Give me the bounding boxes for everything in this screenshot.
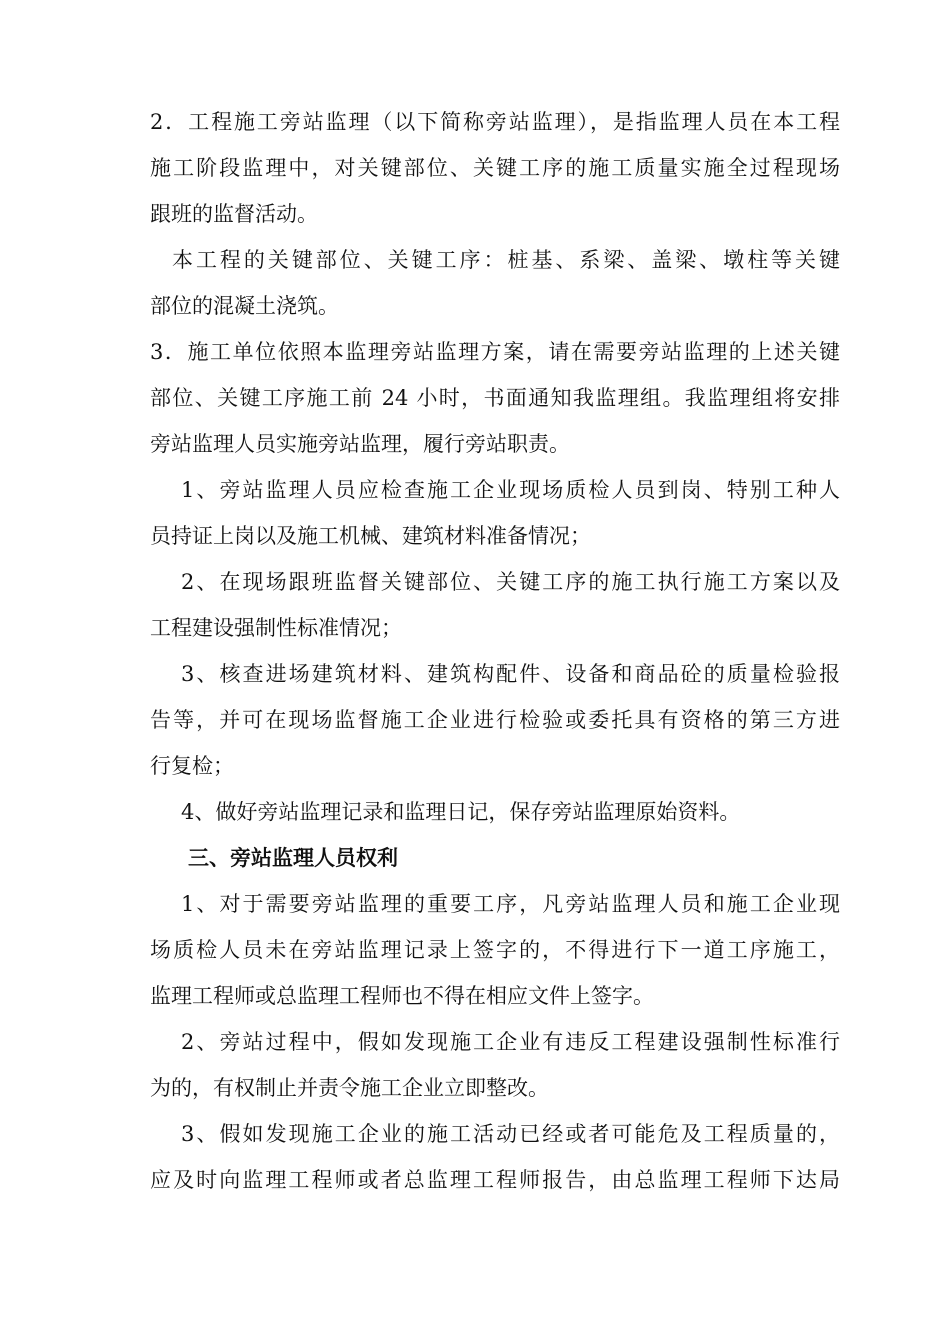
section-heading-rights: 三、旁站监理人员权利 bbox=[188, 846, 398, 870]
paragraph-3-line-3: 旁站监理人员实施旁站监理，履行旁站职责。 bbox=[150, 432, 570, 456]
right-2-line-1: 2、旁站过程中，假如发现施工企业有违反工程建设强制性标准行 bbox=[181, 1030, 840, 1054]
duty-2-line-2: 工程建设强制性标准情况； bbox=[150, 616, 402, 640]
paragraph-3-line-1: 3．施工单位依照本监理旁站监理方案，请在需要旁站监理的上述关键 bbox=[150, 340, 840, 364]
duty-3-line-3: 行复检； bbox=[150, 754, 234, 778]
right-1-line-2: 场质检人员未在旁站监理记录上签字的，不得进行下一道工序施工， bbox=[150, 938, 840, 962]
duty-4-line-1: 4、做好旁站监理记录和监理日记，保存旁站监理原始资料。 bbox=[181, 800, 741, 824]
right-2-line-2: 为的，有权制止并责令施工企业立即整改。 bbox=[150, 1076, 549, 1100]
duty-1-line-1: 1、旁站监理人员应检查施工企业现场质检人员到岗、特别工种人 bbox=[181, 478, 840, 502]
right-1-line-1: 1、对于需要旁站监理的重要工序，凡旁站监理人员和施工企业现 bbox=[181, 892, 840, 916]
paragraph-2-line-2: 施工阶段监理中，对关键部位、关键工序的施工质量实施全过程现场 bbox=[150, 156, 840, 180]
duty-3-line-1: 3、核查进场建筑材料、建筑构配件、设备和商品砼的质量检验报 bbox=[181, 662, 840, 686]
right-3-line-1: 3、假如发现施工企业的施工活动已经或者可能危及工程质量的， bbox=[181, 1122, 840, 1146]
key-parts-line-1: 本工程的关键部位、关键工序：桩基、系梁、盖梁、墩柱等关键 bbox=[172, 248, 840, 272]
paragraph-2-line-3: 跟班的监督活动。 bbox=[150, 202, 318, 226]
duty-1-line-2: 员持证上岗以及施工机械、建筑材料准备情况； bbox=[150, 524, 591, 548]
right-1-line-3: 监理工程师或总监理工程师也不得在相应文件上签字。 bbox=[150, 984, 654, 1008]
duty-3-line-2: 告等，并可在现场监督施工企业进行检验或委托具有资格的第三方进 bbox=[150, 708, 840, 732]
duty-2-line-1: 2、在现场跟班监督关键部位、关键工序的施工执行施工方案以及 bbox=[181, 570, 840, 594]
paragraph-3-line-2: 部位、关键工序施工前 24 小时，书面通知我监理组。我监理组将安排 bbox=[150, 386, 840, 410]
paragraph-2-line-1: 2．工程施工旁站监理（以下简称旁站监理），是指监理人员在本工程 bbox=[150, 110, 840, 134]
right-3-line-2: 应及时向监理工程师或者总监理工程师报告，由总监理工程师下达局 bbox=[150, 1168, 840, 1192]
key-parts-line-2: 部位的混凝土浇筑。 bbox=[150, 294, 339, 318]
